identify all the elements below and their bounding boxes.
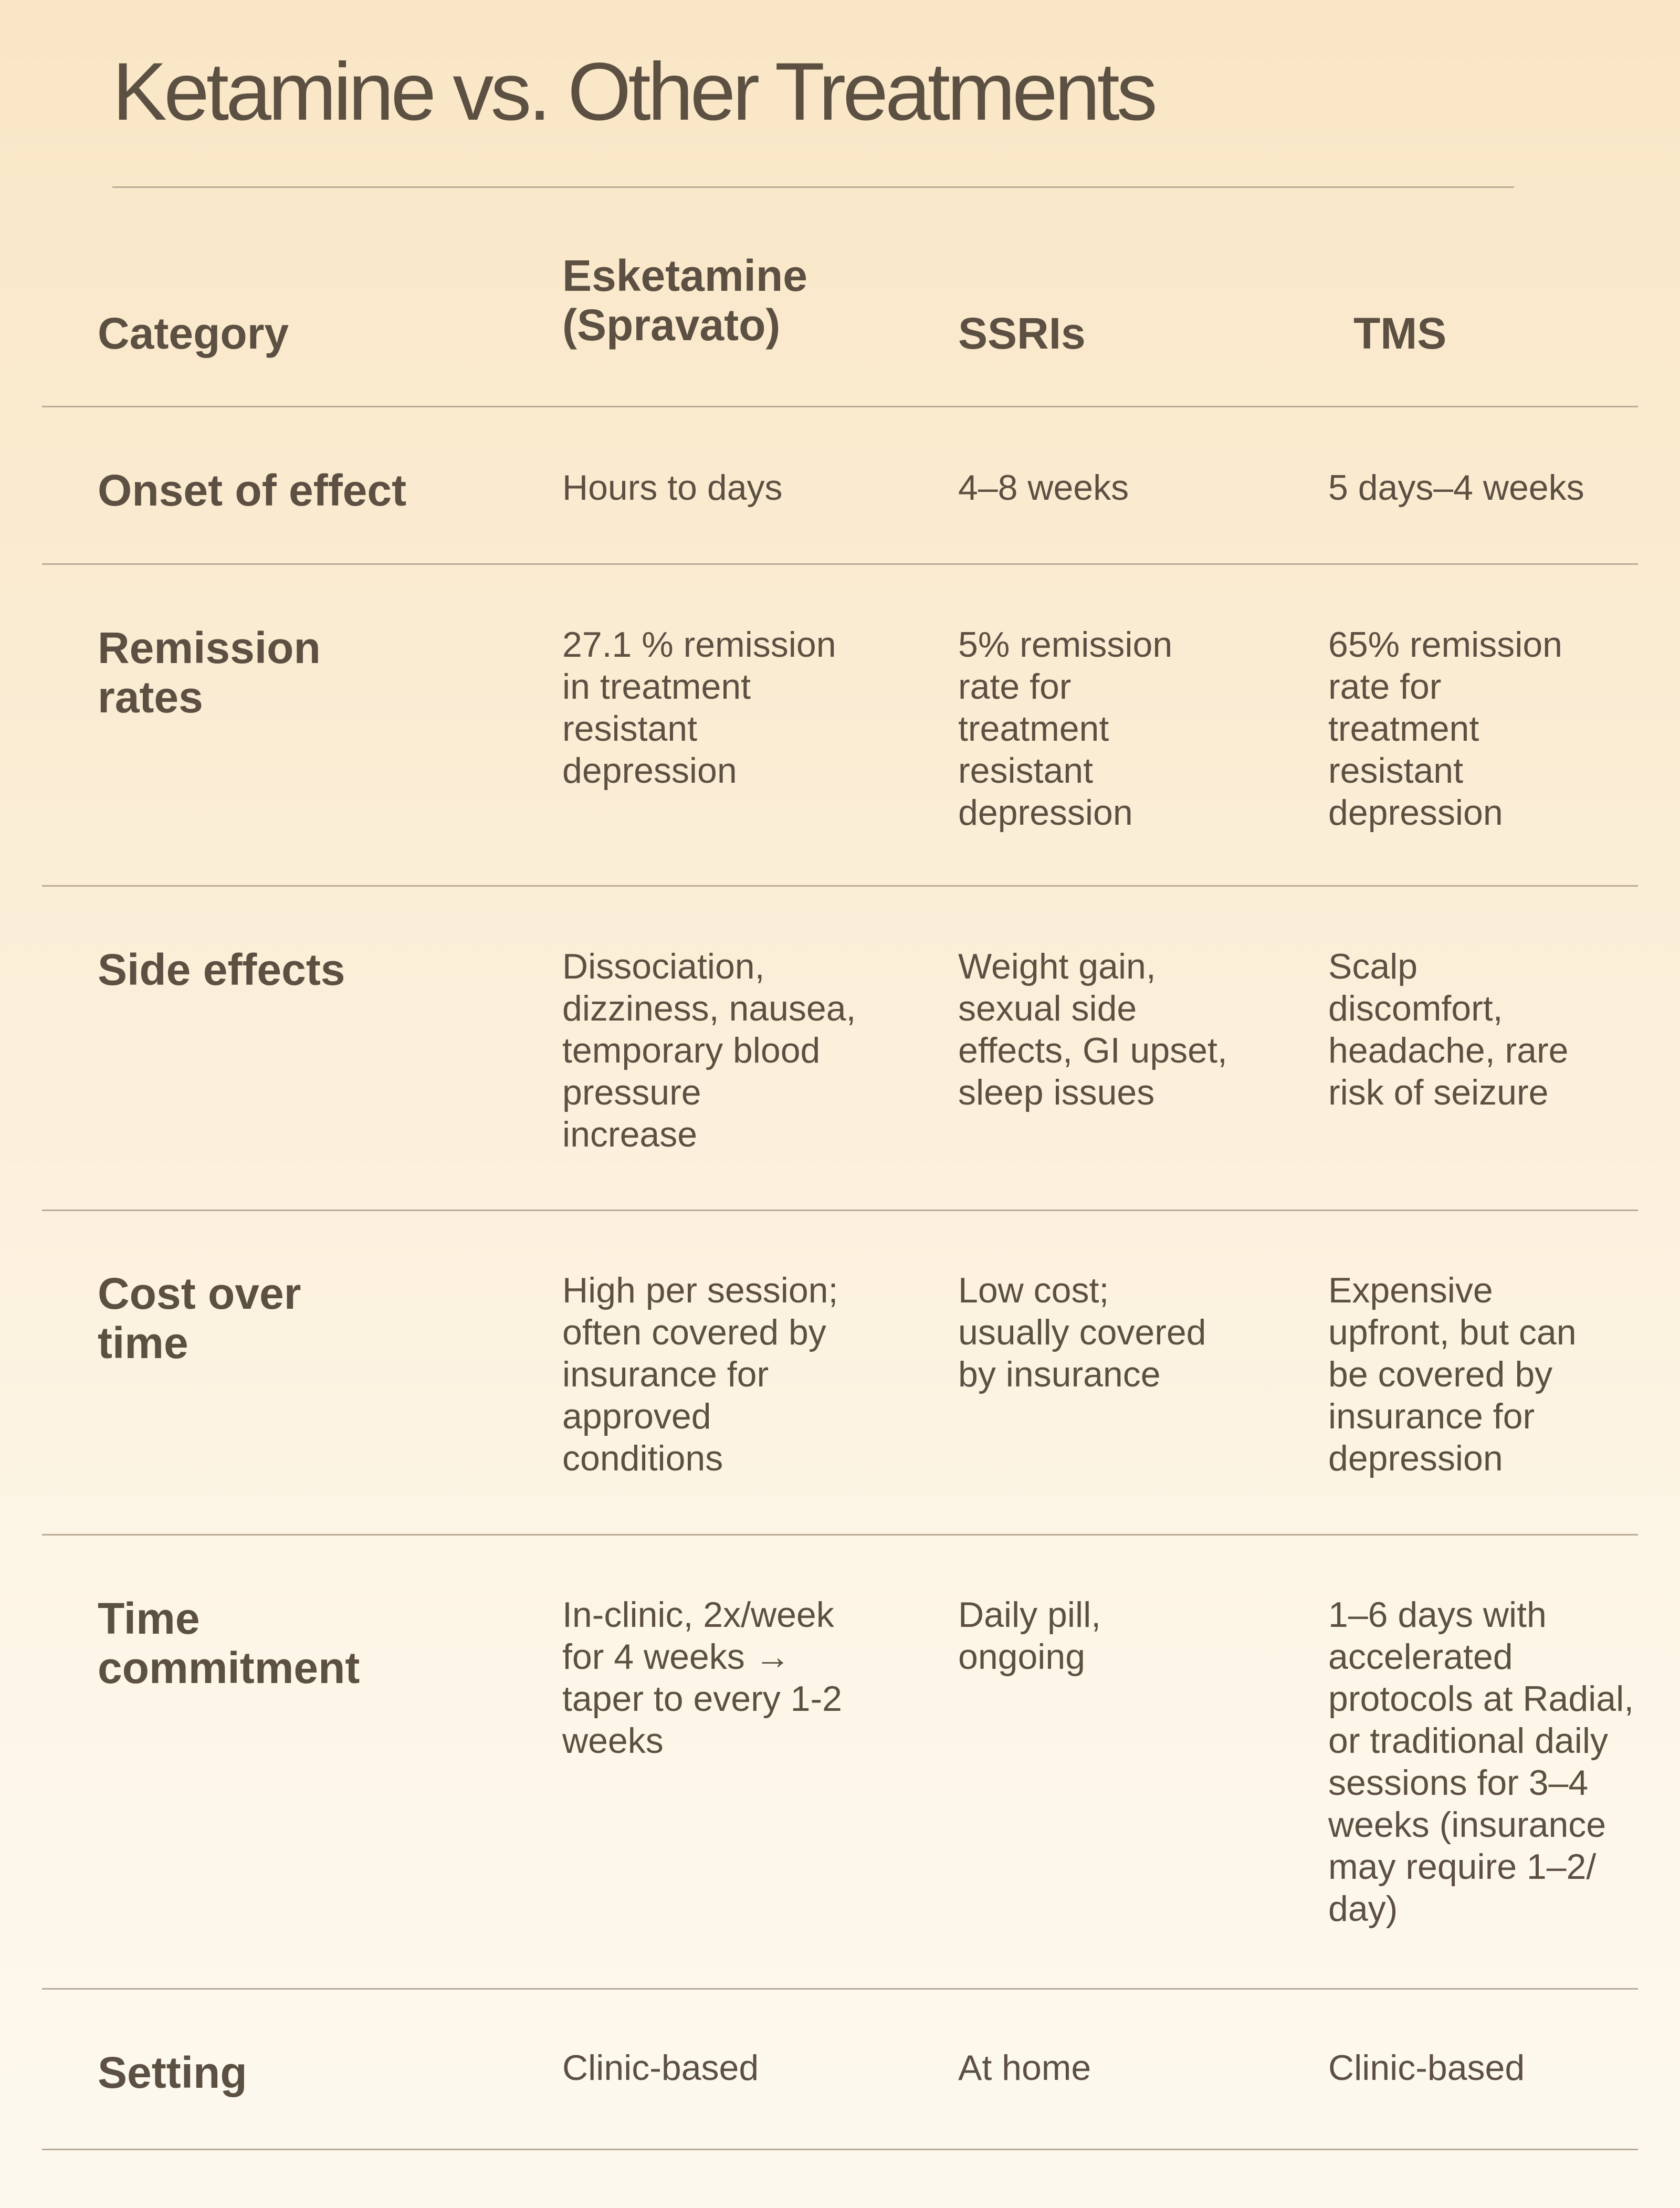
- cell-line: discomfort,: [1328, 989, 1503, 1028]
- header-line: TMS: [1353, 309, 1447, 358]
- row-divider: [42, 563, 1638, 565]
- row-time-ssri: [958, 1594, 1101, 1678]
- row-time-tms: [1328, 1594, 1634, 1930]
- cell-line: for 4 weeks →: [562, 1637, 791, 1677]
- cell-line: risk of seizure: [1328, 1073, 1549, 1112]
- cell-line: effects, GI upset,: [958, 1031, 1227, 1070]
- header-category: [98, 309, 289, 358]
- cell-line: High per session;: [562, 1270, 838, 1310]
- header-line: SSRIs: [958, 309, 1086, 358]
- cell-line: increase: [562, 1114, 698, 1154]
- cell-line: in treatment: [562, 667, 751, 707]
- cell-line: ongoing: [958, 1637, 1086, 1677]
- row-cost-ssri: [958, 1269, 1206, 1395]
- cell-line: resistant: [958, 751, 1093, 791]
- cell-line: or traditional daily: [1328, 1721, 1608, 1761]
- row-onset-esketamine: [562, 467, 783, 509]
- cell-line: Daily pill,: [958, 1595, 1101, 1635]
- cell-line: resistant: [1328, 751, 1463, 791]
- cell-line: depression: [958, 793, 1133, 833]
- row-divider: [42, 1988, 1638, 1990]
- header-ssri: [958, 309, 1086, 358]
- cell-line: 27.1 % remission: [562, 625, 836, 665]
- category-line: rates: [98, 672, 203, 722]
- header-line: Category: [98, 309, 289, 358]
- cell-line: upfront, but can: [1328, 1312, 1577, 1352]
- cell-line: treatment: [958, 709, 1109, 749]
- cell-line: accelerated: [1328, 1637, 1513, 1677]
- cell-line: may require 1–2/: [1328, 1847, 1597, 1887]
- row-side-effects-tms: [1328, 945, 1568, 1113]
- row-side-effects-category: [98, 945, 345, 994]
- cell-line: 65% remission: [1328, 625, 1562, 665]
- cell-line: often covered by: [562, 1312, 826, 1352]
- row-setting-esketamine: [562, 2047, 759, 2089]
- cell-line: day): [1328, 1889, 1398, 1929]
- cell-line: sleep issues: [958, 1073, 1155, 1112]
- cell-line: depression: [1328, 1438, 1503, 1478]
- cell-line: sexual side: [958, 989, 1137, 1028]
- row-divider: [42, 2149, 1638, 2150]
- cell-line: Expensive: [1328, 1270, 1493, 1310]
- row-side-effects-esketamine: [562, 945, 856, 1155]
- header-tms: [1353, 309, 1446, 358]
- cell-line: Scalp: [1328, 947, 1418, 986]
- cell-line: 1–6 days with: [1328, 1595, 1547, 1635]
- cell-line: by insurance: [958, 1354, 1161, 1394]
- cell-line: conditions: [562, 1438, 723, 1478]
- row-cost-esketamine: [562, 1269, 838, 1479]
- title-divider: [112, 186, 1514, 188]
- row-onset-tms: [1328, 467, 1584, 509]
- row-setting-tms: [1328, 2047, 1525, 2089]
- cell-line: weeks (insurance: [1328, 1805, 1606, 1845]
- cell-line: dizziness, nausea,: [562, 989, 856, 1028]
- category-line: Onset of effect: [98, 466, 407, 515]
- cell-line: depression: [1328, 793, 1503, 833]
- cell-line: protocols at Radial,: [1328, 1679, 1634, 1719]
- row-cost-category: [98, 1269, 301, 1368]
- cell-line: 5% remission: [958, 625, 1173, 665]
- cell-line: sessions for 3–4: [1328, 1763, 1589, 1803]
- page-title: Ketamine vs. Other Treatments: [112, 46, 1154, 138]
- row-setting-category: [98, 2048, 247, 2097]
- row-divider: [42, 406, 1638, 407]
- cell-line: Weight gain,: [958, 947, 1156, 986]
- cell-line: 4–8 weeks: [958, 468, 1129, 508]
- row-time-esketamine: [562, 1594, 842, 1762]
- category-line: time: [98, 1318, 188, 1368]
- row-divider: [42, 1534, 1638, 1536]
- category-line: Side effects: [98, 945, 345, 994]
- cell-line: rate for: [1328, 667, 1442, 707]
- cell-line: be covered by: [1328, 1354, 1553, 1394]
- header-line: Esketamine: [562, 251, 807, 300]
- cell-line: 5 days–4 weeks: [1328, 468, 1584, 508]
- cell-line: depression: [562, 751, 737, 791]
- category-line: Remission: [98, 623, 321, 672]
- cell-line: Clinic-based: [1328, 2048, 1525, 2088]
- cell-line: treatment: [1328, 709, 1479, 749]
- cell-line: Hours to days: [562, 468, 783, 508]
- cell-line: taper to every 1-2: [562, 1679, 842, 1719]
- cell-line: At home: [958, 2048, 1091, 2088]
- row-cost-tms: [1328, 1269, 1577, 1479]
- row-setting-ssri: [958, 2047, 1091, 2089]
- row-remission-tms: [1328, 624, 1562, 834]
- row-remission-ssri: [958, 624, 1172, 834]
- row-divider: [42, 885, 1638, 887]
- cell-line: Clinic-based: [562, 2048, 759, 2088]
- cell-line: Low cost;: [958, 1270, 1109, 1310]
- row-remission-category: [98, 623, 321, 722]
- row-time-category: [98, 1594, 360, 1692]
- header-esketamine: [562, 251, 807, 350]
- cell-line: resistant: [562, 709, 697, 749]
- cell-line: temporary blood: [562, 1031, 821, 1070]
- cell-line: approved: [562, 1396, 711, 1436]
- cell-line: pressure: [562, 1073, 701, 1112]
- row-onset-ssri: [958, 467, 1129, 509]
- cell-line: In-clinic, 2x/week: [562, 1595, 834, 1635]
- header-line: (Spravato): [562, 300, 781, 350]
- row-onset-category: [98, 466, 406, 515]
- category-line: Cost over: [98, 1269, 301, 1318]
- category-line: Setting: [98, 2048, 247, 2097]
- cell-line: weeks: [562, 1721, 664, 1761]
- cell-line: Dissociation,: [562, 947, 765, 986]
- cell-line: insurance for: [562, 1354, 769, 1394]
- cell-line: insurance for: [1328, 1396, 1535, 1436]
- row-side-effects-ssri: [958, 945, 1227, 1113]
- row-divider: [42, 1210, 1638, 1211]
- cell-line: usually covered: [958, 1312, 1206, 1352]
- cell-line: rate for: [958, 667, 1072, 707]
- cell-line: headache, rare: [1328, 1031, 1569, 1070]
- category-line: commitment: [98, 1643, 360, 1692]
- row-remission-esketamine: [562, 624, 836, 792]
- category-line: Time: [98, 1594, 200, 1643]
